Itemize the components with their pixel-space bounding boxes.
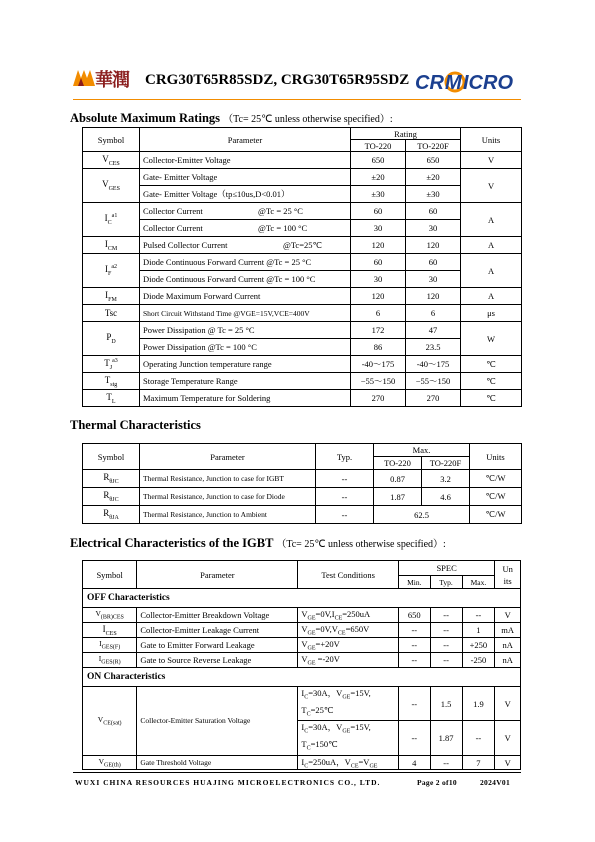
- param-cell: Diode Continuous Forward Current @Tc = 25 °C: [140, 254, 351, 271]
- value-cell: 4.6: [422, 488, 470, 506]
- table-row: [83, 237, 522, 254]
- value-cell: 0.87: [374, 470, 422, 488]
- value-cell: --: [430, 638, 462, 653]
- table-row: [83, 322, 522, 339]
- value-cell: 270: [406, 390, 461, 407]
- value-cell: 6: [351, 305, 406, 322]
- param-cell: Collector-Emitter Saturation Voltage: [137, 687, 298, 756]
- amr-h-parameter: Parameter: [140, 128, 351, 152]
- table-row: [83, 755, 521, 770]
- value-cell: 120: [351, 288, 406, 305]
- elec-h-min: Min.: [398, 576, 430, 589]
- value-cell: 7: [462, 755, 495, 770]
- param-cell: Collector-Emitter Breakdown Voltage: [137, 608, 298, 623]
- symbol-rthjc: $R_{\theta JC}$: [83, 470, 140, 488]
- header-divider: [73, 99, 521, 100]
- value-cell: 1: [462, 623, 495, 638]
- value-cell: 30: [351, 271, 406, 288]
- symbol-tstg: $T_{stg}$: [83, 373, 140, 390]
- table-row: [83, 271, 522, 288]
- footer-page-number: Page 2 of10: [417, 778, 457, 787]
- cond-cell: $I_C=30A$，$V_{GE}=15V$, $T_C=25℃$: [298, 687, 399, 721]
- symbol-rthjc-diode: $R_{\theta JC}$: [83, 488, 140, 506]
- thermal-table: [82, 443, 522, 524]
- unit-cell: A: [461, 237, 522, 254]
- amr-section-title: [70, 110, 393, 126]
- table-row: [83, 220, 522, 237]
- param-cell: Maximum Temperature for Soldering: [140, 390, 351, 407]
- value-cell: 1.87: [374, 488, 422, 506]
- unit-cell: V: [495, 687, 521, 721]
- table-row: [83, 152, 522, 169]
- param-cell: [140, 237, 351, 254]
- value-cell: --: [316, 470, 374, 488]
- value-cell: 120: [406, 237, 461, 254]
- elec-section-title: [70, 535, 446, 551]
- table-row: [83, 373, 522, 390]
- unit-cell: A: [461, 203, 522, 237]
- value-cell: 30: [351, 220, 406, 237]
- param-cell: Gate to Source Reverse Leakage: [137, 653, 298, 668]
- symbol-igesf: $I_{GES(F)}$: [83, 638, 137, 653]
- symbol-vbrces: $V_{(BR)CES}$: [83, 608, 137, 623]
- param-cell: Gate- Emitter Voltage: [140, 169, 351, 186]
- table-row: [83, 589, 521, 608]
- unit-cell: ℃/W: [470, 470, 522, 488]
- param-text: Pulsed Collector Current: [143, 239, 228, 250]
- table-row: [83, 254, 522, 271]
- footer: [75, 778, 521, 787]
- value-cell: --: [398, 653, 430, 668]
- cond-cell: $V_{GE}=0V,V_{CE}=650V$: [298, 623, 399, 638]
- on-characteristics-title: ON Characteristics: [83, 668, 521, 687]
- off-characteristics-title: OFF Characteristics: [83, 589, 521, 608]
- symbol-ices: $I_{CES}$: [83, 623, 137, 638]
- value-cell: 60: [351, 203, 406, 220]
- amr-h-rating: Rating: [351, 128, 461, 140]
- param-cell: Short Circuit Withstand Time @VGE=15V,VCE=400V: [140, 305, 351, 322]
- unit-cell: ℃/W: [470, 488, 522, 506]
- thermal-h-typ: Typ.: [316, 444, 374, 470]
- value-cell: --: [462, 721, 495, 755]
- value-cell: +250: [462, 638, 495, 653]
- param-cell: Storage Temperature Range: [140, 373, 351, 390]
- value-cell: 6: [406, 305, 461, 322]
- page-title: CRG30T65R85SDZ, CRG30T65R95SDZ: [145, 72, 410, 88]
- unit-cell: μs: [461, 305, 522, 322]
- param-cell: Collector-Emitter Leakage Current: [137, 623, 298, 638]
- amr-h-to220f: TO-220F: [406, 140, 461, 152]
- param-cell: Gate- Emitter Voltage（tp≤10us,D<0.01）: [140, 186, 351, 203]
- thermal-h-symbol: Symbol: [83, 444, 140, 470]
- param-cond: @Tc = 100 °C: [258, 223, 308, 233]
- table-row: [83, 288, 522, 305]
- cond-cell: $V_{GE}=0V,I_{CE}=250uA$: [298, 608, 399, 623]
- amr-title-text: Absolute Maximum Ratings: [70, 111, 221, 125]
- symbol-ic: $I_C^{a1}$: [83, 203, 140, 237]
- table-row: [83, 390, 522, 407]
- param-cell: Diode Maximum Forward Current: [140, 288, 351, 305]
- table-row: [83, 623, 521, 638]
- table-row: [83, 653, 521, 668]
- cond-cell: $I_C=30A$，$V_{GE}=15V$, $T_C=150℃$: [298, 721, 399, 755]
- value-cell: -40～175: [406, 356, 461, 373]
- value-cell: -40～175: [351, 356, 406, 373]
- value-cell: 30: [406, 271, 461, 288]
- value-cell: 270: [351, 390, 406, 407]
- table-row: [83, 356, 522, 373]
- value-cell: --: [398, 623, 430, 638]
- symbol-pd: $P_D$: [83, 322, 140, 356]
- crhj-logo-icon: [73, 68, 95, 86]
- param-cell: Power Dissipation @Tc = 100 °C: [140, 339, 351, 356]
- value-cell: 86: [351, 339, 406, 356]
- param-cell: Operating Junction temperature range: [140, 356, 351, 373]
- table-row: [83, 687, 521, 721]
- param-cell: Thermal Resistance, Junction to case for IGBT: [140, 470, 316, 488]
- unit-cell: ℃: [461, 390, 522, 407]
- amr-h-units: Units: [461, 128, 522, 152]
- unit-cell: V: [495, 755, 521, 770]
- value-cell: --: [398, 687, 430, 721]
- unit-cell: A: [461, 288, 522, 305]
- param-cell: Diode Continuous Forward Current @Tc = 100 °C: [140, 271, 351, 288]
- unit-cell: V: [495, 721, 521, 755]
- param-cell: Gate Threshold Voltage: [137, 755, 298, 770]
- param-cell: Collector-Emitter Voltage: [140, 152, 351, 169]
- thermal-h-units: Units: [470, 444, 522, 470]
- cond-cell: $V_{GE} =-20V$: [298, 653, 399, 668]
- value-cell: 1.9: [462, 687, 495, 721]
- elec-h-max: Max.: [462, 576, 495, 589]
- unit-cell: nA: [495, 638, 521, 653]
- value-cell: --: [462, 608, 495, 623]
- value-cell: 650: [398, 608, 430, 623]
- param-cell: Thermal Resistance, Junction to Ambient: [140, 506, 316, 524]
- unit-cell: ℃: [461, 356, 522, 373]
- amr-h-symbol: Symbol: [83, 128, 140, 152]
- unit-cell: V: [495, 608, 521, 623]
- symbol-ifm: $I_{FM}$: [83, 288, 140, 305]
- value-cell: 1.5: [430, 687, 462, 721]
- table-row: [83, 305, 522, 322]
- symbol-tsc: Tsc: [83, 305, 140, 322]
- company-logo-left: [73, 66, 135, 88]
- value-cell: ±20: [406, 169, 461, 186]
- footer-divider: [73, 772, 521, 773]
- cond-cell: $V_{GE}=+20V$: [298, 638, 399, 653]
- logo-chinese-text: 華潤: [95, 70, 129, 90]
- unit-cell: V: [461, 152, 522, 169]
- symbol-igesr: $I_{GES(R)}$: [83, 653, 137, 668]
- table-row: [83, 186, 522, 203]
- value-cell: --: [316, 506, 374, 524]
- param-text: Collector Current: [143, 206, 203, 216]
- amr-table: [82, 127, 522, 407]
- table-row: [83, 169, 522, 186]
- elec-h-spec: SPEC: [398, 561, 494, 576]
- value-cell: 120: [406, 288, 461, 305]
- symbol-tl: $T_L$: [83, 390, 140, 407]
- symbol-tj: $T_J^{a3}$: [83, 356, 140, 373]
- cr-micro-logo: [415, 68, 515, 94]
- amr-h-to220: TO-220: [351, 140, 406, 152]
- value-cell: 60: [351, 254, 406, 271]
- svg-text:ICRO: ICRO: [463, 72, 513, 94]
- value-cell: 172: [351, 322, 406, 339]
- unit-cell: W: [461, 322, 522, 356]
- table-row: [83, 608, 521, 623]
- thermal-h-to220f: TO-220F: [422, 457, 470, 470]
- value-cell: 120: [351, 237, 406, 254]
- param-cell: [140, 220, 351, 237]
- symbol-vges: $V_{GES}$: [83, 169, 140, 203]
- symbol-if: $I_F^{a2}$: [83, 254, 140, 288]
- table-row: [83, 668, 521, 687]
- elec-h-typ: Typ.: [430, 576, 462, 589]
- value-cell: 47: [406, 322, 461, 339]
- footer-company: WUXI CHINA RESOURCES HUAJING MICROELECTRONICS CO., LTD.: [75, 778, 381, 787]
- param-cell: Thermal Resistance, Junction to case for Diode: [140, 488, 316, 506]
- elec-h-test: Test Conditions: [298, 561, 399, 589]
- thermal-h-max: Max.: [374, 444, 470, 457]
- value-cell: ±20: [351, 169, 406, 186]
- symbol-vgeth: $V_{GE(th)}$: [83, 755, 137, 770]
- amr-condition: （Tc= 25℃ unless otherwise specified）:: [223, 114, 393, 125]
- unit-cell: A: [461, 254, 522, 288]
- value-cell: ±30: [406, 186, 461, 203]
- value-cell: --: [398, 721, 430, 755]
- value-cell: --: [316, 488, 374, 506]
- elec-table: [82, 560, 521, 770]
- thermal-h-parameter: Parameter: [140, 444, 316, 470]
- symbol-rthja: $R_{\theta JA}$: [83, 506, 140, 524]
- table-row: [83, 488, 522, 506]
- value-cell: -250: [462, 653, 495, 668]
- param-cell: [140, 203, 351, 220]
- units-line-2: its: [503, 575, 512, 586]
- value-cell: 4: [398, 755, 430, 770]
- value-cell: 60: [406, 254, 461, 271]
- value-cell: ±30: [351, 186, 406, 203]
- value-cell: --: [430, 608, 462, 623]
- param-cond: @Tc=25℃: [283, 239, 323, 250]
- unit-cell: ℃/W: [470, 506, 522, 524]
- table-row: [83, 470, 522, 488]
- param-cell: Power Dissipation @ Tc = 25 °C: [140, 322, 351, 339]
- value-cell: --: [398, 638, 430, 653]
- symbol-icm: $I_{CM}$: [83, 237, 140, 254]
- table-row: [83, 339, 522, 356]
- value-cell: 650: [406, 152, 461, 169]
- svg-text:M: M: [445, 72, 462, 94]
- table-row: [83, 203, 522, 220]
- svg-text:CR: CR: [415, 72, 444, 94]
- value-cell: --: [430, 623, 462, 638]
- value-cell: --: [430, 755, 462, 770]
- symbol-vcesat: $V_{CE(sat)}$: [83, 687, 137, 756]
- table-row: [83, 506, 522, 524]
- value-cell: 30: [406, 220, 461, 237]
- unit-cell: ℃: [461, 373, 522, 390]
- value-cell: 60: [406, 203, 461, 220]
- param-cond: @Tc = 25 °C: [258, 206, 303, 216]
- elec-condition: （Tc= 25℃ unless otherwise specified）:: [276, 539, 446, 550]
- value-cell: --: [430, 653, 462, 668]
- value-cell: 1.87: [430, 721, 462, 755]
- units-line-1: Un: [502, 563, 513, 574]
- elec-title-text: Electrical Characteristics of the IGBT: [70, 536, 274, 550]
- elec-h-symbol: Symbol: [83, 561, 137, 589]
- param-cell: Gate to Emitter Forward Leakage: [137, 638, 298, 653]
- symbol-vces: $V_{CES}$: [83, 152, 140, 169]
- param-text: Collector Current: [143, 223, 203, 233]
- footer-version: 2024V01: [480, 778, 511, 787]
- unit-cell: V: [461, 169, 522, 203]
- value-cell: 23.5: [406, 339, 461, 356]
- table-row: [83, 638, 521, 653]
- value-cell: 3.2: [422, 470, 470, 488]
- value-cell: 62.5: [374, 506, 470, 524]
- cond-cell: $I_C=250uA$，$V_{CE}=V_{GE}$: [298, 755, 399, 770]
- value-cell: −55～150: [351, 373, 406, 390]
- value-cell: 650: [351, 152, 406, 169]
- thermal-h-to220: TO-220: [374, 457, 422, 470]
- unit-cell: nA: [495, 653, 521, 668]
- elec-h-parameter: Parameter: [137, 561, 298, 589]
- elec-h-units: [495, 561, 521, 589]
- thermal-section-title: Thermal Characteristics: [70, 418, 201, 432]
- value-cell: −55～150: [406, 373, 461, 390]
- unit-cell: mA: [495, 623, 521, 638]
